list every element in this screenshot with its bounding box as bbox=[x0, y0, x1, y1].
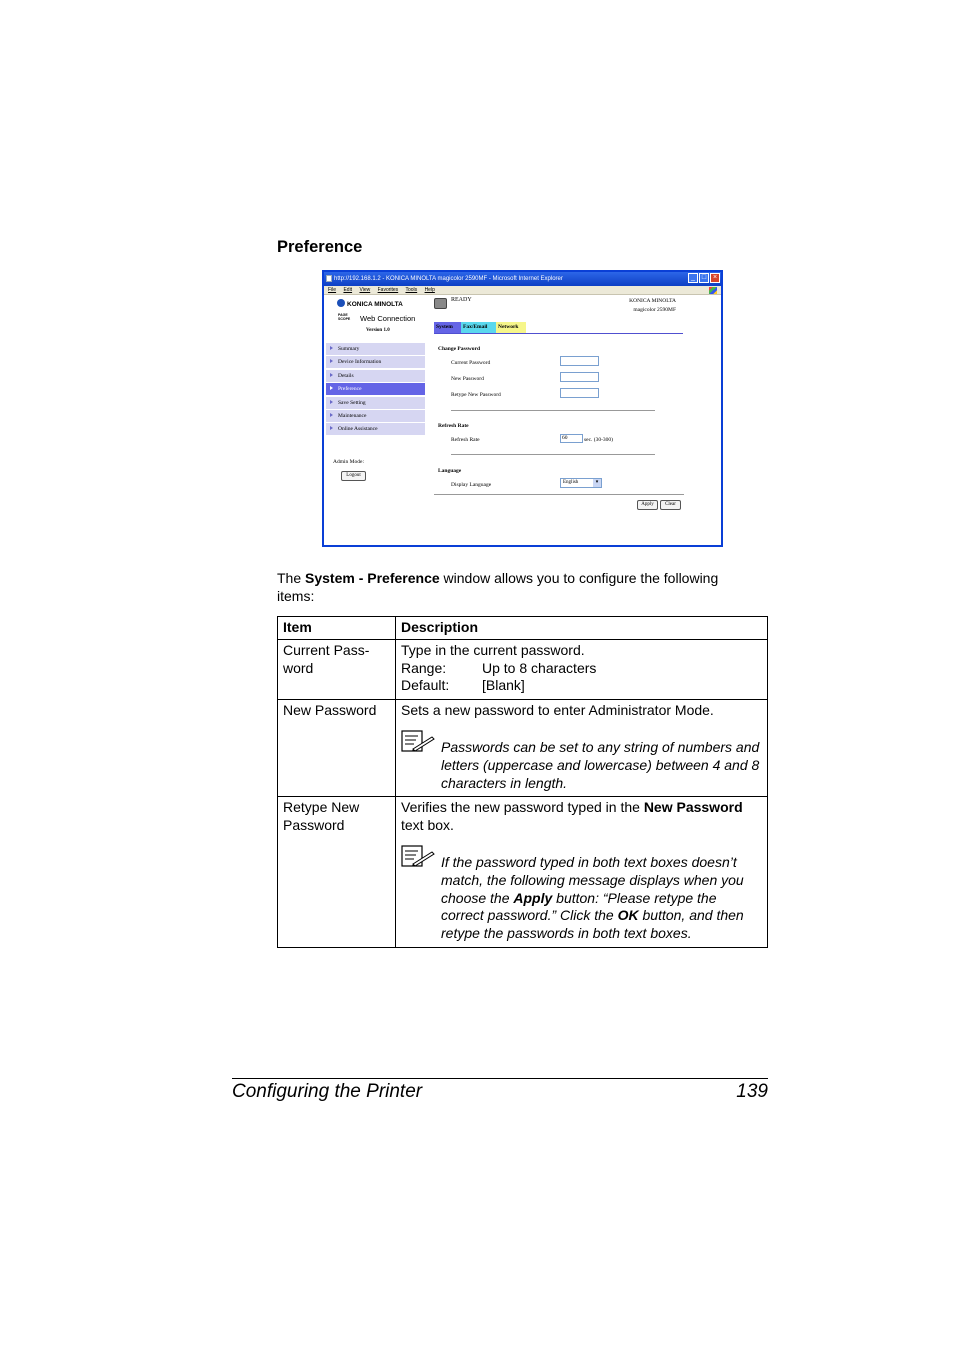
printer-icon bbox=[434, 298, 447, 309]
sidebar-item-details[interactable]: Details bbox=[326, 370, 425, 382]
tab-system[interactable]: System bbox=[434, 322, 461, 333]
sidebar-item-device-information[interactable]: Device Information bbox=[326, 356, 425, 368]
table-header-row bbox=[278, 617, 768, 640]
sidebar-item-preference[interactable]: Preference bbox=[326, 383, 425, 395]
maximize-icon[interactable]: □ bbox=[699, 273, 709, 283]
window-titlebar bbox=[324, 272, 721, 286]
display-language-label: Display Language bbox=[451, 482, 492, 488]
change-password-title: Change Password bbox=[438, 346, 481, 352]
footer-title: Configuring the Printer bbox=[232, 1081, 423, 1102]
description-cell: Sets a new password to enter Administrator Mode. Passwords can be set to any string of numbers and letters (uppercase and lowercase) between 4 and 8 characters in length. bbox=[396, 700, 768, 797]
language-select[interactable]: English ▾ bbox=[560, 478, 602, 488]
windows-logo-icon bbox=[709, 287, 717, 294]
refresh-rate-title: Refresh Rate bbox=[438, 423, 469, 429]
table-row bbox=[278, 639, 768, 699]
page-pane bbox=[324, 295, 721, 545]
sidebar-item-maintenance[interactable]: Maintenance bbox=[326, 410, 425, 422]
sidebar bbox=[326, 343, 425, 437]
sidebar-item-online-assistance[interactable]: Online Assistance bbox=[326, 423, 425, 435]
retype-password-input[interactable] bbox=[560, 388, 599, 398]
status-text: READY bbox=[451, 297, 472, 303]
menu-view[interactable]: View bbox=[359, 287, 371, 293]
table-row bbox=[278, 700, 768, 797]
menu-bar bbox=[324, 286, 721, 295]
note-icon bbox=[401, 845, 441, 943]
footer-rule bbox=[232, 1078, 768, 1079]
admin-mode-label: Admin Mode: bbox=[333, 459, 365, 465]
arrow-icon bbox=[330, 400, 333, 404]
logout-button[interactable]: Logout bbox=[341, 471, 366, 481]
current-password-input[interactable] bbox=[560, 356, 599, 366]
sidebar-item-save-setting[interactable]: Save Setting bbox=[326, 397, 425, 409]
arrow-icon bbox=[330, 386, 333, 390]
arrow-icon bbox=[330, 346, 333, 350]
table-row bbox=[278, 797, 768, 948]
sidebar-item-summary[interactable]: Summary bbox=[326, 343, 425, 355]
header-item: Item bbox=[278, 617, 396, 640]
new-password-label: New Password bbox=[451, 376, 484, 382]
ie-icon bbox=[326, 275, 332, 282]
section-heading: Preference bbox=[277, 238, 363, 256]
brand-logo: KONICA MINOLTA bbox=[337, 299, 403, 308]
arrow-icon bbox=[330, 413, 333, 417]
divider bbox=[451, 454, 655, 455]
new-password-input[interactable] bbox=[560, 372, 599, 382]
window-title: http://192.168.1.2 - KONICA MINOLTA magicolor 2590MF - Microsoft Internet Explorer bbox=[334, 276, 563, 282]
chevron-down-icon: ▾ bbox=[593, 479, 601, 487]
tab-bar bbox=[434, 322, 683, 334]
clear-button[interactable]: Clear bbox=[660, 500, 681, 510]
close-icon[interactable]: × bbox=[710, 273, 720, 283]
header-description: Description bbox=[396, 617, 768, 640]
refresh-rate-input[interactable]: 60 bbox=[560, 434, 583, 443]
divider bbox=[434, 494, 684, 495]
web-connection-logo: PAGE SCOPE Web Connection bbox=[338, 313, 416, 323]
version-label: Version 1.0 bbox=[366, 328, 390, 333]
arrow-icon bbox=[330, 426, 333, 430]
menu-help[interactable]: Help bbox=[424, 287, 435, 293]
page-number: 139 bbox=[736, 1081, 768, 1102]
language-title: Language bbox=[438, 468, 462, 474]
note: Passwords can be set to any string of numbers and letters (uppercase and lowercase) between 4 and 8 characters in length. bbox=[401, 730, 763, 792]
note-icon bbox=[401, 730, 441, 792]
menu-file[interactable]: File bbox=[328, 287, 337, 293]
retype-password-label: Retype New Password bbox=[451, 392, 501, 398]
web-connection-screenshot bbox=[322, 270, 723, 547]
arrow-icon bbox=[330, 373, 333, 377]
menu-favorites[interactable]: Favorites bbox=[377, 287, 399, 293]
description-cell: Verifies the new password typed in the New Password text box. If the password typed in both text boxes doesn’t match, the following message displays when you choose the Apply button: “Please retype the correct password.” Click the OK button, and then retype the passwords in both text boxes. bbox=[396, 797, 768, 948]
description-cell: Type in the current password. Range: Up to 8 characters Default: [Blank] bbox=[396, 639, 768, 699]
current-password-label: Current Password bbox=[451, 360, 491, 366]
divider bbox=[451, 410, 655, 411]
arrow-icon bbox=[330, 359, 333, 363]
note: If the password typed in both text boxes doesn’t match, the following message displays when you choose the Apply button: “Please retype the correct password.” Click the OK button, and then retype the passwords in both text boxes. bbox=[401, 845, 763, 943]
menu-tools[interactable]: Tools bbox=[405, 287, 418, 293]
tab-network[interactable]: Network bbox=[496, 322, 526, 333]
menu-edit[interactable]: Edit bbox=[343, 287, 353, 293]
item-cell: New Password bbox=[278, 700, 396, 797]
tab-fax-email[interactable]: Fax/Email bbox=[461, 322, 496, 333]
refresh-rate-label: Refresh Rate bbox=[451, 437, 480, 443]
intro-paragraph: The System - Preference window allows you to configure the following items: bbox=[277, 570, 719, 604]
pagescope-mark: PAGE SCOPE bbox=[338, 313, 351, 321]
model-name: KONICA MINOLTA magicolor 2590MF bbox=[629, 298, 676, 313]
items-table bbox=[277, 616, 768, 948]
globe-icon bbox=[337, 299, 345, 307]
refresh-rate-unit: sec. (30-300) bbox=[584, 437, 614, 443]
item-cell: Current Pass- word bbox=[278, 639, 396, 699]
item-cell: Retype New Password bbox=[278, 797, 396, 948]
apply-button[interactable]: Apply bbox=[637, 500, 658, 510]
minimize-icon[interactable]: _ bbox=[688, 273, 698, 283]
